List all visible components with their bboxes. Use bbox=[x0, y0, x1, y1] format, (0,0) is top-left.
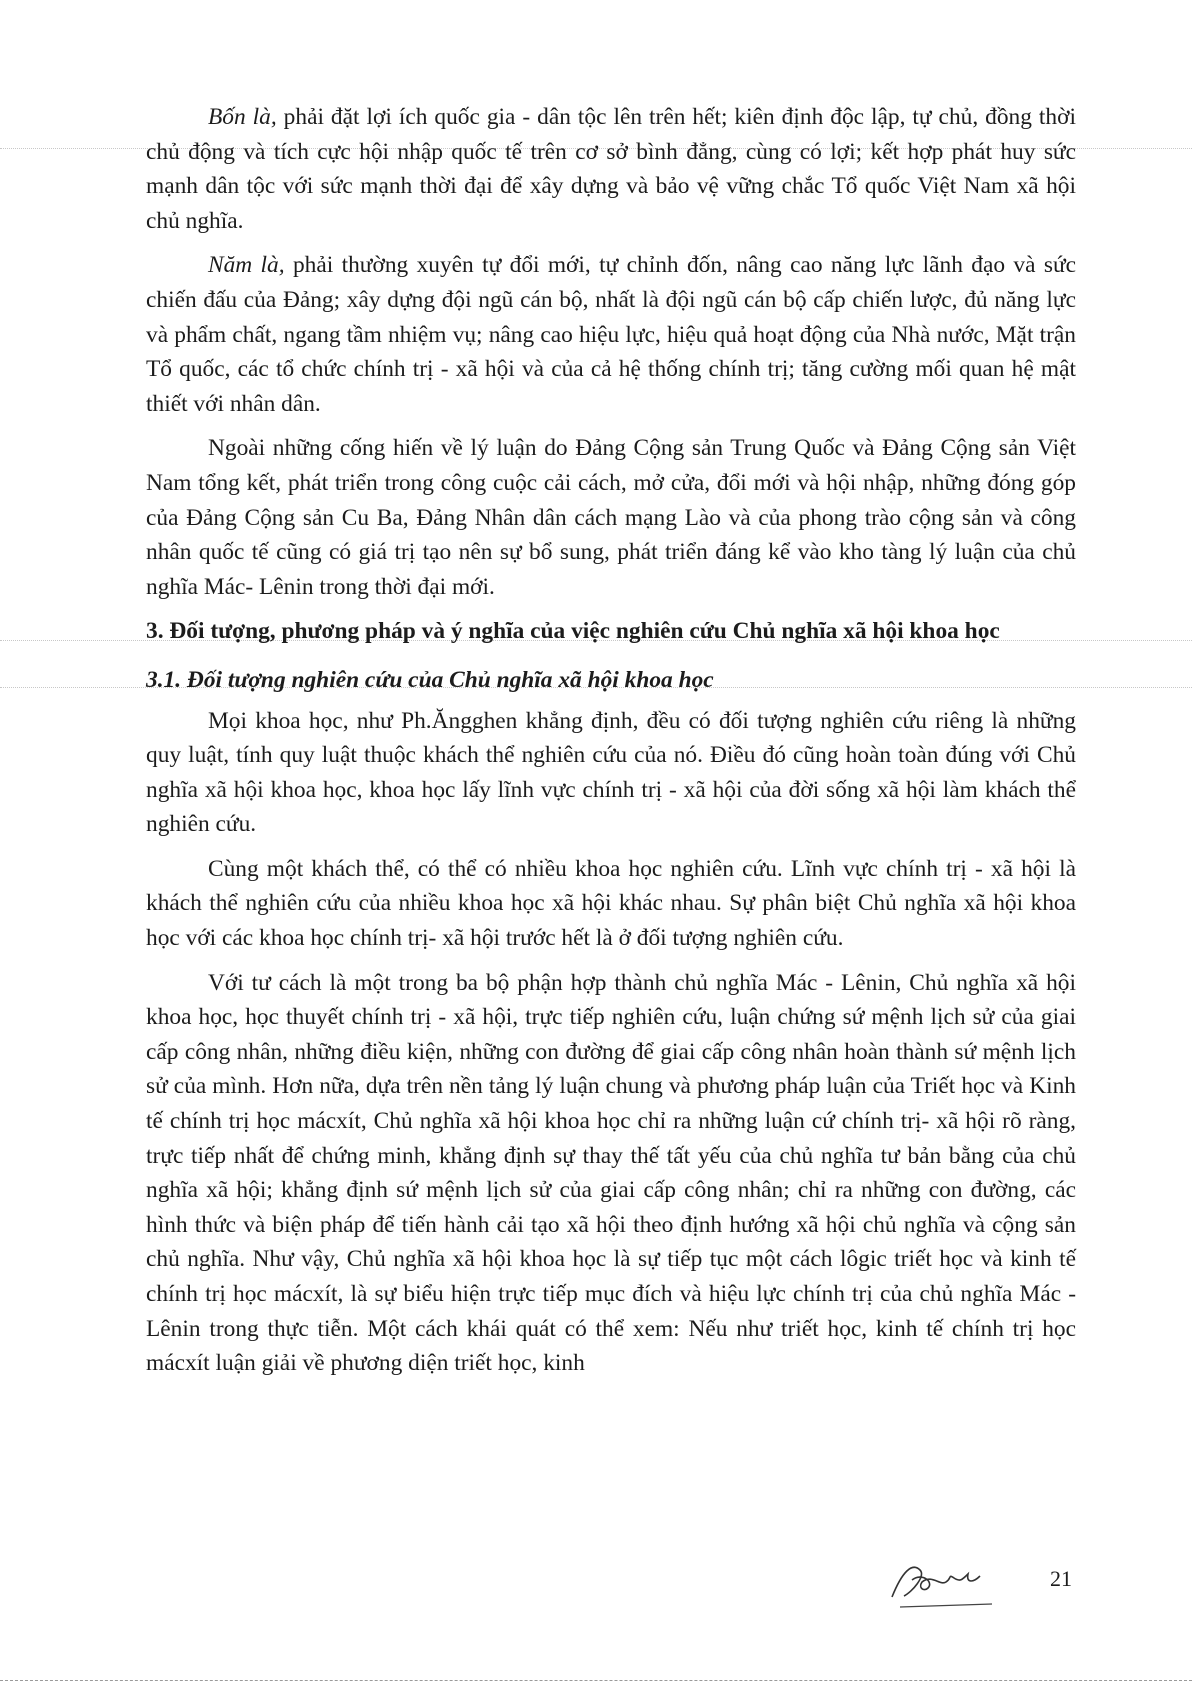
subsection-heading: 3.1. Đối tượng nghiên cứu của Chủ nghĩa xã hội khoa học bbox=[146, 666, 714, 693]
paragraph-text: Ngoài những cống hiến về lý luận do Đảng Cộng sản Trung Quốc và Đảng Cộng sản Việt Nam tổng kết, phát triển trong công cuộc cải cách, mở cửa, đổi mới và hội nhập, những đóng góp của Đảng Cộng sản Cu Ba, Đảng Nhân dân cách mạng Lào và của phong trào cộng sản và công nhân quốc tế cũng có giá trị tạo nên sự bổ sung, phát triển đáng kể vào kho tàng lý luận của chủ nghĩa Mác- Lênin trong thời đại mới. bbox=[146, 435, 1076, 600]
section-heading: 3. Đối tượng, phương pháp và ý nghĩa của việc nghiên cứu Chủ nghĩa xã hội khoa học bbox=[146, 618, 1000, 645]
paragraph-lead: Bốn là, bbox=[208, 104, 277, 130]
paragraph: Cùng một khách thể, có thể có nhiều khoa học nghiên cứu. Lĩnh vực chính trị - xã hội là khách thể nghiên cứu của nhiều khoa học xã hội khác nhau. Sự phân biệt Chủ nghĩa xã hội khoa học với các khoa học chính trị- xã hội trước hết là ở đối tượng nghiên cứu. bbox=[146, 855, 1076, 952]
paragraph-text: phải thường xuyên tự đổi mới, tự chỉnh đốn, nâng cao năng lực lãnh đạo và sức chiến đấu của Đảng; xây dựng đội ngũ cán bộ, nhất là đội ngũ cán bộ cấp chiến lược, đủ năng lực và phẩm chất, ngang tầm nhiệm vụ; nâng cao hiệu lực, hiệu quả hoạt động của Nhà nước, Mặt trận Tổ quốc, các tổ chức chính trị - xã hội và của cả hệ thống chính trị; tăng cường mối quan hệ mật thiết với nhân dân. bbox=[146, 252, 1077, 417]
paragraph bbox=[146, 248, 1076, 421]
paragraph-lead: Năm là, bbox=[208, 252, 285, 279]
paragraph: Mọi khoa học, như Ph.Ăngghen khẳng định, đều có đối tượng nghiên cứu riêng là những quy luật, tính quy luật thuộc khách thể nghiên cứu của nó. Điều đó cũng hoàn toàn đúng với Chủ nghĩa xã hội khoa học, khoa học lấy lĩnh vực chính trị - xã hội của đời sống xã hội làm khách thể nghiên cứu. bbox=[146, 707, 1076, 838]
scan-bottom-edge bbox=[0, 1680, 1192, 1681]
paragraph bbox=[146, 431, 1076, 604]
body-text bbox=[146, 100, 1076, 1391]
page-number: 21 bbox=[1050, 1566, 1072, 1591]
paragraph: Với tư cách là một trong ba bộ phận hợp thành chủ nghĩa Mác - Lênin, Chủ nghĩa xã hội khoa học, học thuyết chính trị - xã hội, trực tiếp nghiên cứu, luận chứng sứ mệnh lịch sử của giai cấp công nhân, những điều kiện, những con đường để giai cấp công nhân hoàn thành sứ mệnh lịch sử của mình. Hơn nữa, dựa trên nền tảng lý luận chung và phương pháp luận của Triết học và Kinh tế chính trị học mácxít, Chủ nghĩa xã hội khoa học chỉ ra những luận cứ chính trị- xã hội rõ ràng, trực tiếp nhất để chứng minh, khẳng định sự thay thế tất yếu của chủ nghĩa tư bản bằng của chủ nghĩa xã hội; khẳng định sứ mệnh lịch sử của giai cấp công nhân; chỉ ra những con đường, các hình thức và biện pháp để tiến hành cải tạo xã hội theo định hướng xã hội chủ nghĩa và cộng sản chủ nghĩa. Như vậy, Chủ nghĩa xã hội khoa học là sự tiếp tục một cách lôgic triết học và kinh tế chính trị học mácxít, là sự biểu hiện trực tiếp mục đích và hiệu lực chính trị của chủ nghĩa Mác - Lênin trong thực tiễn. Một cách khái quát có thể xem: Nếu như triết học, kinh tế chính trị học mácxít luận giải về phương diện triết học, kinh bbox=[146, 969, 1076, 1377]
signature-icon bbox=[882, 1552, 1002, 1612]
paragraph-text: phải đặt lợi ích quốc gia - dân tộc lên trên hết; kiên định độc lập, tự chủ, đồng thời chủ động và tích cực hội nhập quốc tế trên cơ sở bình đẳng, cùng có lợi; kết hợp phát huy sức mạnh dân tộc với sức mạnh thời đại để xây dựng và bảo vệ vững chắc Tổ quốc Việt Nam xã hội chủ nghĩa. bbox=[146, 104, 1076, 234]
paragraph bbox=[146, 100, 1076, 238]
